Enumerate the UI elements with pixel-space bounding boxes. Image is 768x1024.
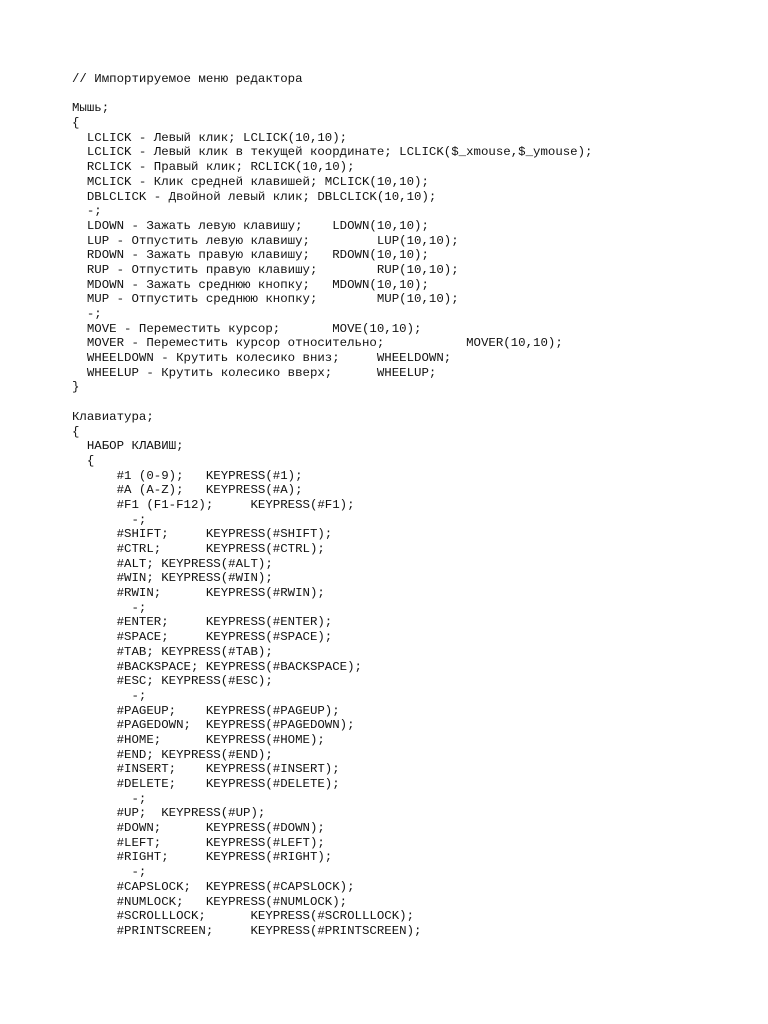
code-line: WHEELUP - Крутить колесико вверх; WHEELUP; — [72, 365, 437, 380]
code-line: #SCROLLLOCK; KEYPRESS(#SCROLLLOCK); — [72, 909, 415, 924]
code-line — [72, 87, 752, 102]
code-line: MOVE - Переместить курсор; MOVE(10,10); — [72, 321, 422, 336]
code-line: LCLICK - Левый клик; LCLICK(10,10); — [72, 130, 348, 145]
code-line: #NUMLOCK; KEYPRESS(#NUMLOCK); — [72, 894, 348, 909]
code-line: RDOWN - Зажать правую клавишу; RDOWN(10,10); — [72, 248, 429, 263]
code-line: { — [72, 424, 80, 439]
code-line: #PAGEDOWN; KEYPRESS(#PAGEDOWN); — [72, 718, 355, 733]
code-line: -; — [72, 307, 102, 321]
code-line: MOVER - Переместить курсор относительно; MOVER(10,10); — [72, 336, 563, 351]
code-line: Клавиатура; — [72, 409, 154, 424]
code-line — [72, 395, 752, 410]
document-page — [72, 72, 752, 939]
code-line: #1 (0-9); KEYPRESS(#1); — [72, 468, 303, 483]
code-line: -; — [72, 600, 147, 615]
code-line: -; — [72, 791, 147, 806]
code-line: -; — [72, 688, 147, 703]
code-line: #F1 (F1-F12); KEYPRESS(#F1); — [72, 497, 355, 512]
code-line: LDOWN - Зажать левую клавишу; LDOWN(10,10); — [72, 218, 429, 233]
code-line: { — [72, 453, 95, 468]
code-line: #UP; KEYPRESS(#UP); — [72, 806, 266, 821]
code-line: #A (A-Z); KEYPRESS(#A); — [72, 483, 303, 498]
code-line: #INSERT; KEYPRESS(#INSERT); — [72, 762, 340, 777]
code-line: #SHIFT; KEYPRESS(#SHIFT); — [72, 527, 333, 542]
code-line: MDOWN - Зажать среднюю кнопку; MDOWN(10,10); — [72, 277, 429, 292]
code-line: #ESC; KEYPRESS(#ESC); — [72, 674, 273, 689]
code-line: Мышь; — [72, 101, 110, 116]
code-line: #DELETE; KEYPRESS(#DELETE); — [72, 777, 340, 791]
code-line: RUP - Отпустить правую клавишу; RUP(10,10); — [72, 262, 459, 277]
code-line: #PRINTSCREEN; KEYPRESS(#PRINTSCREEN); — [72, 923, 422, 938]
code-line: #BACKSPACE; KEYPRESS(#BACKSPACE); — [72, 659, 362, 674]
code-line: -; — [72, 865, 147, 880]
code-line: MUP - Отпустить среднюю кнопку; MUP(10,10); — [72, 292, 459, 307]
code-line: } — [72, 380, 80, 395]
code-line: #PAGEUP; KEYPRESS(#PAGEUP); — [72, 703, 340, 718]
code-line: #LEFT; KEYPRESS(#LEFT); — [72, 835, 325, 850]
code-block — [72, 72, 752, 939]
code-line: #END; KEYPRESS(#END); — [72, 747, 273, 762]
code-line: НАБОР КЛАВИШ; — [72, 439, 184, 454]
code-line: { — [72, 116, 80, 131]
code-line: #RWIN; KEYPRESS(#RWIN); — [72, 586, 325, 601]
code-line: RCLICK - Правый клик; RCLICK(10,10); — [72, 160, 355, 175]
code-line: MCLICK - Клик средней клавишей; MCLICK(10,10); — [72, 174, 429, 189]
code-line: #HOME; KEYPRESS(#HOME); — [72, 732, 325, 747]
code-line: #TAB; KEYPRESS(#TAB); — [72, 644, 273, 659]
code-line: #CTRL; KEYPRESS(#CTRL); — [72, 542, 325, 556]
code-line: #SPACE; KEYPRESS(#SPACE); — [72, 630, 333, 645]
code-line: -; — [72, 204, 102, 219]
code-line: #RIGHT; KEYPRESS(#RIGHT); — [72, 850, 333, 865]
code-line: DBLCLICK - Двойной левый клик; DBLCLICK(10,10); — [72, 189, 437, 204]
code-line: // Импортируемое меню редактора — [72, 72, 303, 86]
code-line: #DOWN; KEYPRESS(#DOWN); — [72, 821, 325, 836]
code-line: WHEELDOWN - Крутить колесико вниз; WHEELDOWN; — [72, 351, 452, 366]
code-line: LCLICK - Левый клик в текущей координате; LCLICK($_xmouse,$_ymouse); — [72, 145, 593, 160]
code-line: -; — [72, 512, 147, 527]
code-line: #ENTER; KEYPRESS(#ENTER); — [72, 615, 333, 630]
code-line: #WIN; KEYPRESS(#WIN); — [72, 571, 273, 586]
code-line: #CAPSLOCK; KEYPRESS(#CAPSLOCK); — [72, 879, 355, 894]
code-line: #ALT; KEYPRESS(#ALT); — [72, 556, 273, 571]
code-line: LUP - Отпустить левую клавишу; LUP(10,10); — [72, 233, 459, 248]
